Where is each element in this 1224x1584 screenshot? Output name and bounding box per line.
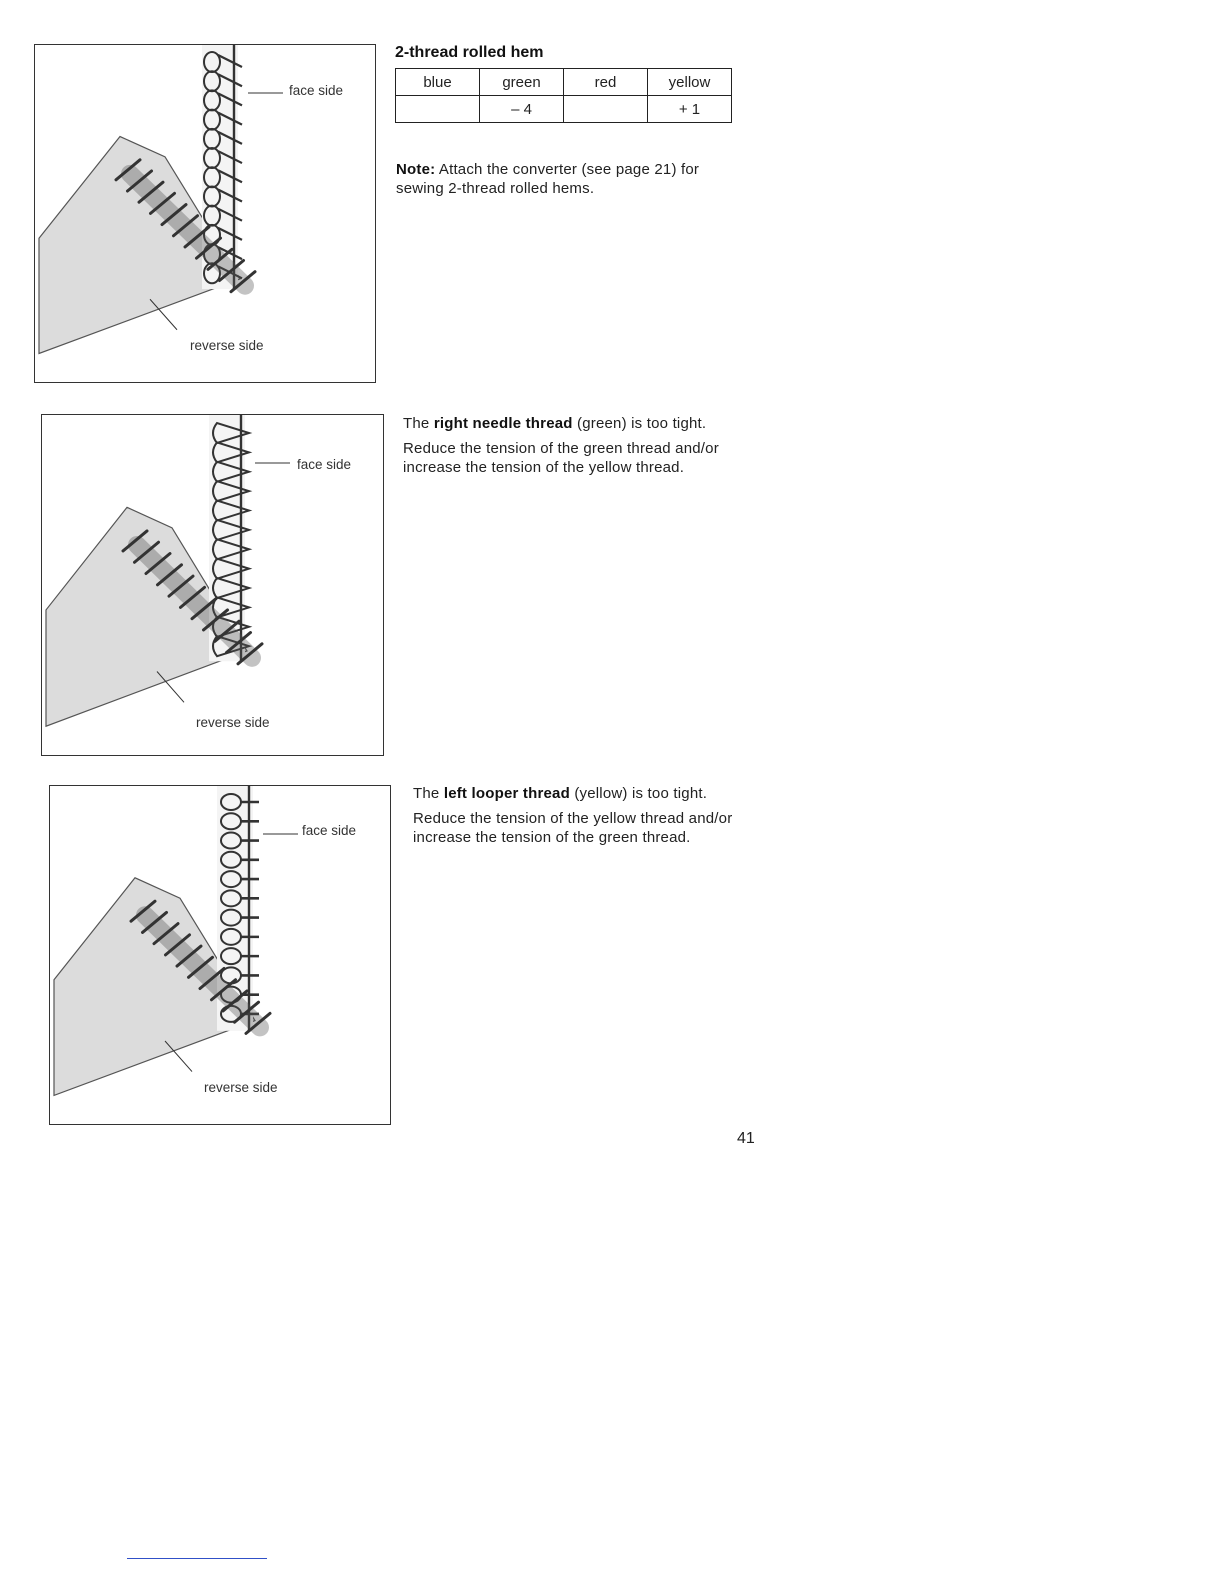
reverse-side-label: reverse side — [204, 1080, 278, 1095]
note-label: Note: — [396, 161, 436, 178]
header-yellow: yellow — [648, 69, 732, 96]
note-paragraph — [396, 160, 736, 204]
table-value-row — [396, 96, 732, 123]
tension-table — [395, 68, 732, 123]
para3-instruction: Reduce the tension of the yellow thread and/or increase the tension of the green thread. — [413, 810, 733, 846]
page-number: 41 — [737, 1130, 755, 1147]
value-green: – 4 — [480, 96, 564, 123]
para3-pre: The — [413, 785, 444, 802]
header-blue: blue — [396, 69, 480, 96]
table-header-row — [396, 69, 732, 96]
para2-post: (green) is too tight. — [572, 415, 707, 432]
figure-left-looper-tight — [49, 785, 391, 1125]
para2-pre: The — [403, 415, 434, 432]
face-side-label: face side — [297, 457, 352, 472]
para3-bold: left looper thread — [443, 785, 570, 802]
footer-rule — [127, 1558, 267, 1559]
figure-balanced-stitch — [34, 44, 376, 383]
left-looper-paragraph — [413, 784, 753, 853]
value-yellow: + 1 — [648, 96, 732, 123]
reverse-side-label: reverse side — [196, 715, 270, 730]
value-red — [564, 96, 648, 123]
para2-bold: right needle thread — [433, 415, 573, 432]
figure-right-needle-tight — [41, 414, 384, 756]
face-side-label: face side — [302, 823, 357, 838]
header-red: red — [564, 69, 648, 96]
header-green: green — [480, 69, 564, 96]
value-blue — [396, 96, 480, 123]
section-title: 2-thread rolled hem — [395, 44, 544, 61]
para2-instruction: Reduce the tension of the green thread and/or increase the tension of the yellow thread. — [403, 440, 719, 476]
right-needle-paragraph — [403, 414, 743, 483]
reverse-side-label: reverse side — [190, 338, 264, 353]
note-text: Attach the converter (see page 21) for sewing 2-thread rolled hems. — [396, 161, 700, 197]
face-side-label: face side — [289, 83, 344, 98]
para3-post: (yellow) is too tight. — [569, 785, 708, 802]
